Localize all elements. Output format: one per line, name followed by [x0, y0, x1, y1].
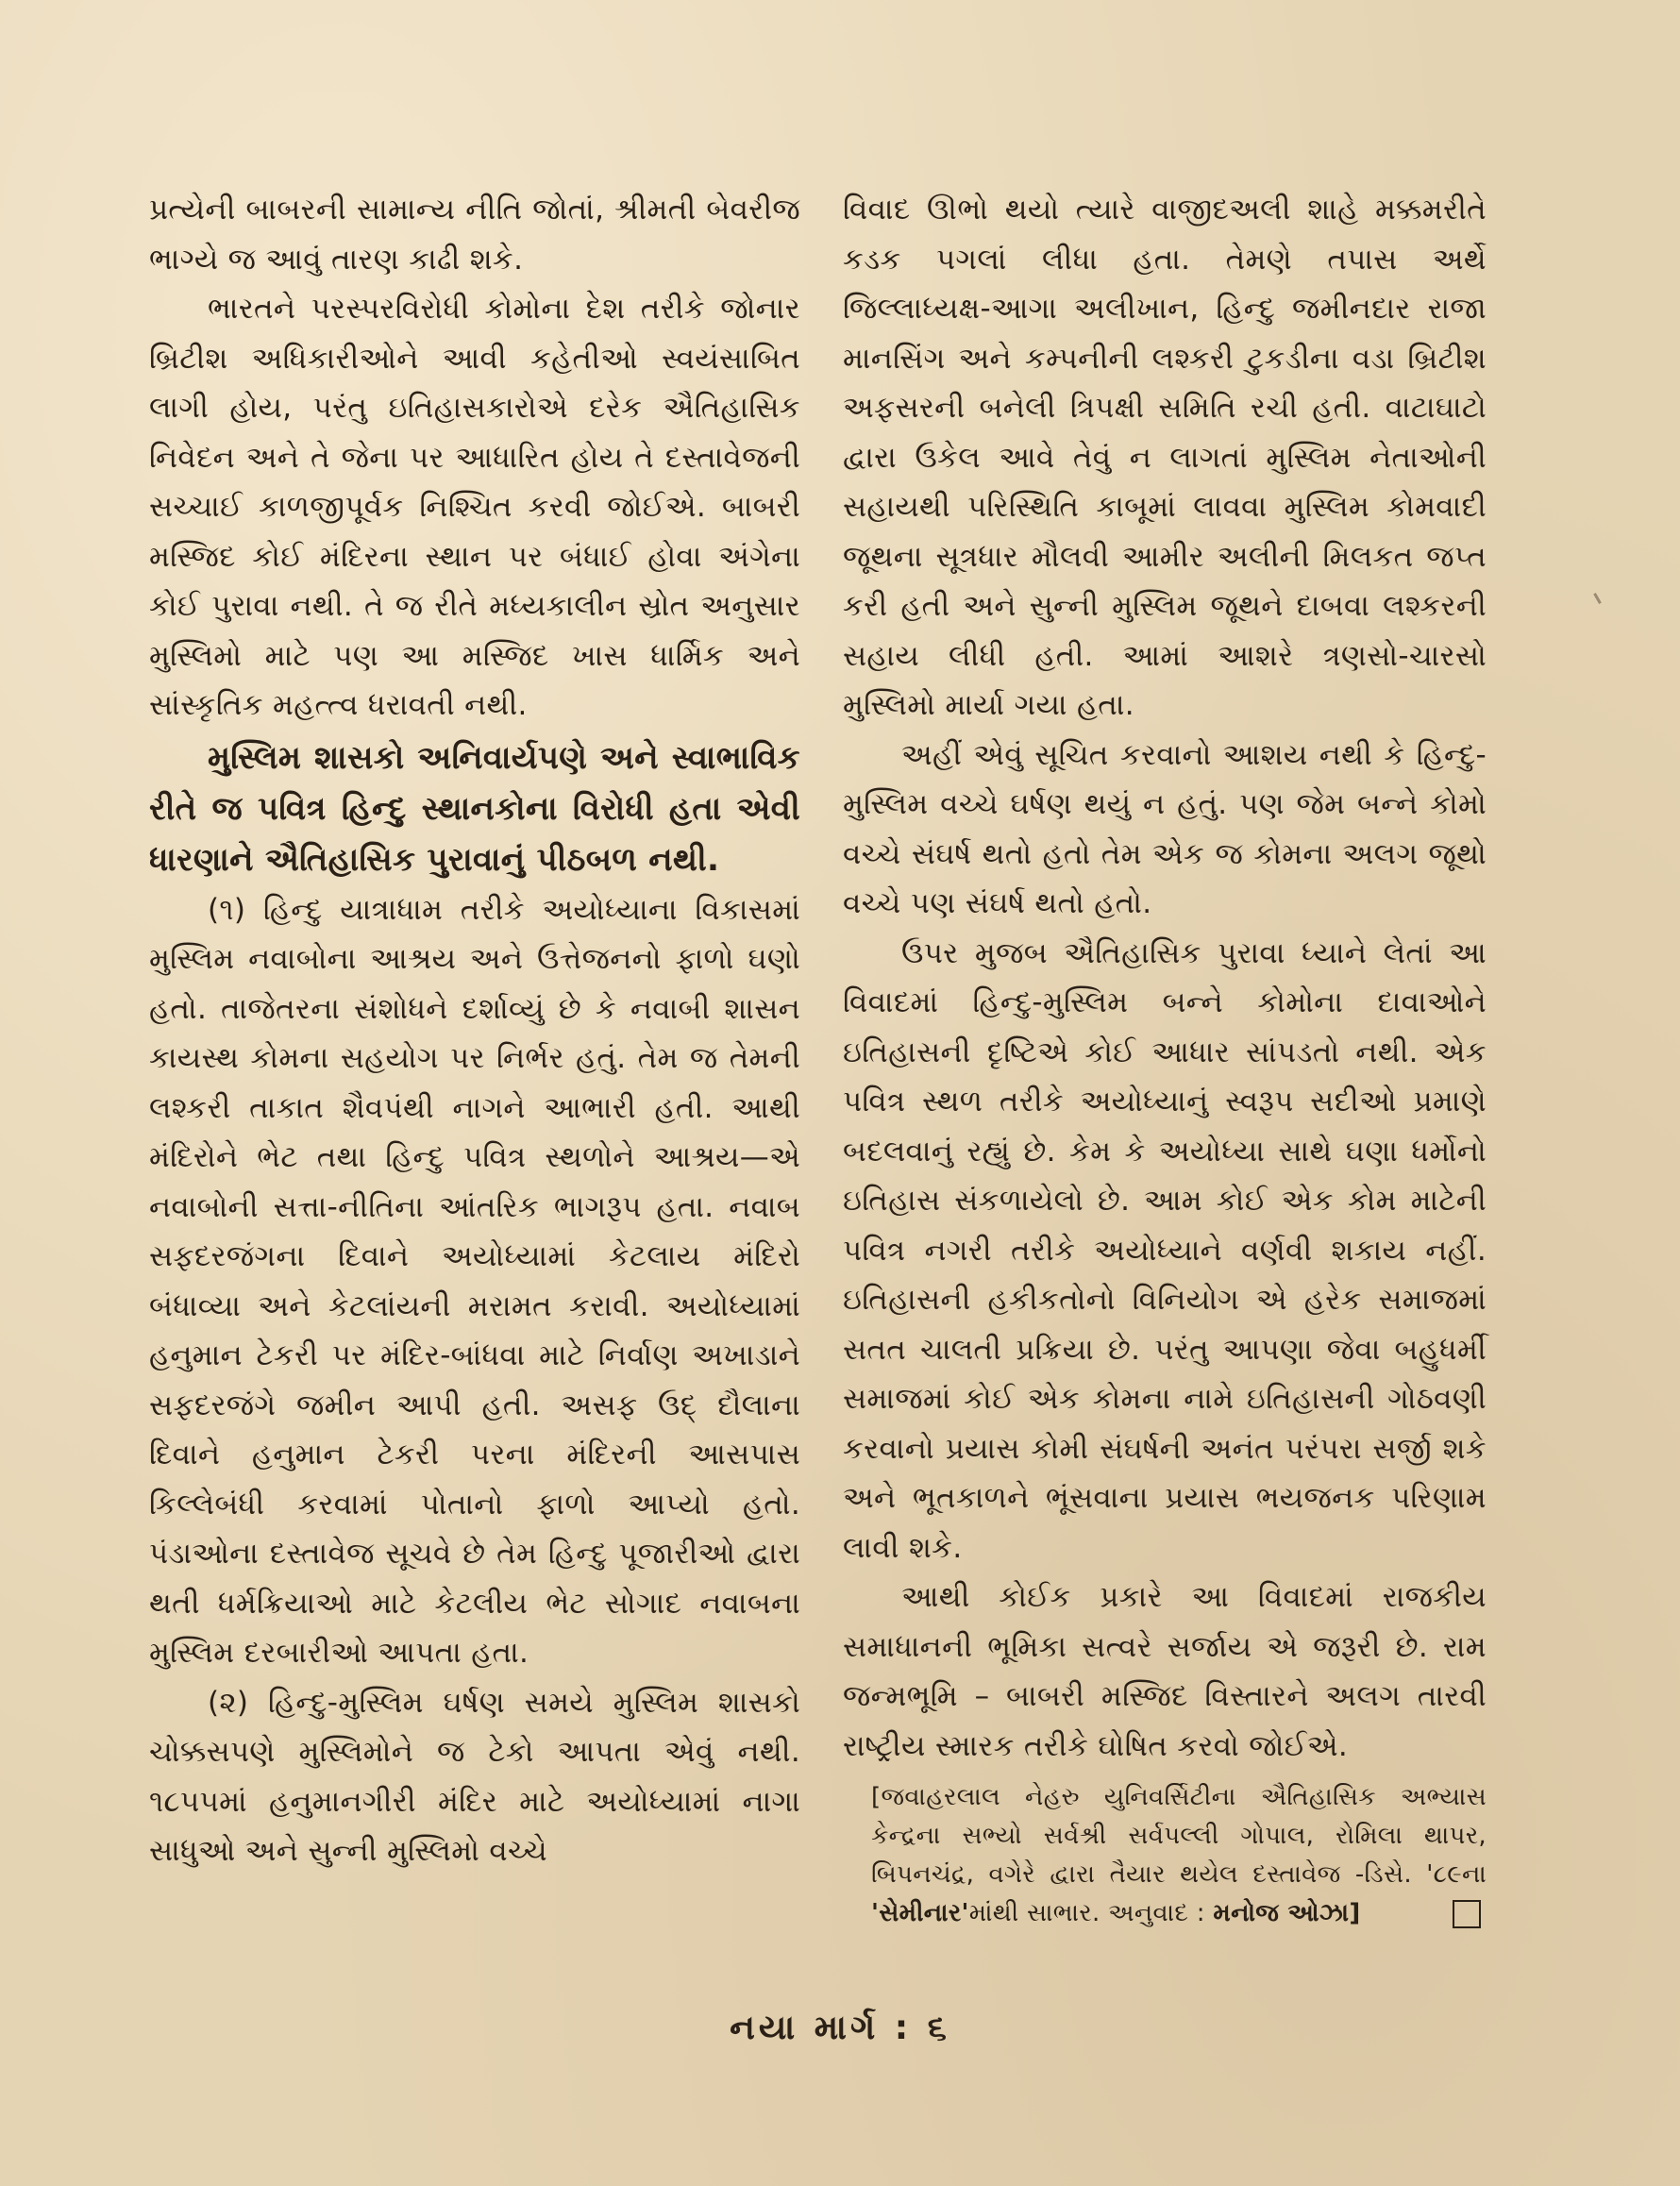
credit-tail-text: માંથી સાભાર. અનુવાદ : — [968, 1899, 1205, 1927]
credit-magazine-name: 'સેમીનાર' — [871, 1899, 969, 1927]
right-paragraph-4: આથી કોઈક પ્રકારે આ વિવાદમાં રાજકીય સમાધાનની ભૂમિકા સત્વરે સર્જાય એ જરૂરી છે. રામ જન્મભૂમિ – બાબરી મસ્જિદ વિસ્તારને અલગ તારવી રાષ્ટ્રીય સ્મારક તરીકે ઘોષિત કરવો જોઈએ. — [843, 1580, 1487, 1763]
right-paragraph-2: અહીં એવું સૂચિત કરવાનો આશય નથી કે હિન્દુ-મુસ્લિમ વચ્ચે ઘર્ષણ થયું ન હતું. પણ જેમ બન્ને કોમો વચ્ચે સંઘર્ષ થતો હતો તેમ એક જ કોમના અલગ જૂથો વચ્ચે પણ સંઘર્ષ થતો હતો. — [843, 737, 1487, 920]
paper-speck-decoration — [1593, 593, 1602, 604]
right-paragraph-3: ઉપર મુજબ ઐતિહાસિક પુરાવા ધ્યાને લેતાં આ વિવાદમાં હિન્દુ-મુસ્લિમ બન્ને કોમોના દાવાઓને ઇતિહાસની દૃષ્ટિએ કોઈ આધાર સાંપડતો નથી. એક પવિત્ર સ્થળ તરીકે અયોધ્યાનું સ્વરૂપ સદીઓ પ્રમાણે બદલવાનું રહ્યું છે. કેમ કે અયોધ્યા સાથે ઘણા ધર્મોનો ઇતિહાસ સંકળાયેલો છે. આમ કોઈ એક કોમ માટેની પવિત્ર નગરી તરીકે અયોધ્યાને વર્ણવી શકાય નહીં. ઇતિહાસની હકીકતોનો વિનિયોગ એ હરેક સમાજમાં સતત ચાલતી પ્રક્રિયા છે. પરંતુ આપણા જેવા બહુધર્મી સમાજમાં કોઈ એક કોમના નામે ઇતિહાસની ગોઠવણી કરવાનો પ્રયાસ કોમી સંઘર્ષની અનંત પરંપરા સર્જી શકે અને ભૂતકાળને ભૂંસવાના પ્રયાસ ભયજનક પરિણામ લાવી શકે. — [843, 935, 1487, 1565]
left-paragraph-2: ભારતને પરસ્પરવિરોધી કોમોના દેશ તરીકે જોનાર બ્રિટીશ અધિકારીઓને આવી કહેતીઓ સ્વયંસાબિત લાગી હોય, પરંતુ ઇતિહાસકારોએ દરેક ઐતિહાસિક નિવેદન અને તે જેના પર આધારિત હોય તે દસ્તાવેજની સચ્ચાઈ કાળજીપૂર્વક નિશ્ચિત કરવી જોઈએ. બાબરી મસ્જિદ કોઈ મંદિરના સ્થાન પર બંધાઈ હોવા અંગેના કોઈ પુરાવા નથી. તે જ રીતે મધ્યકાલીન સ્રોત અનુસાર મુસ્લિમો માટે પણ આ મસ્જિદ ખાસ ધાર્મિક અને સાંસ્કૃતિક મહત્ત્વ ધરાવતી નથી. — [149, 292, 800, 722]
left-paragraph-1: પ્રત્યેની બાબરની સામાન્ય નીતિ જોતાં, શ્રીમતી બેવરીજ ભાગ્યે જ આવું તારણ કાઢી શકે. — [149, 193, 800, 277]
section-heading: મુસ્લિમ શાસકો અનિવાર્યપણે અને સ્વાભાવિક રીતે જ પવિત્ર હિન્દુ સ્થાનકોના વિરોધી હતા એવી ધારણાને ઐતિહાસિક પુરાવાનું પીઠબળ નથી. — [149, 738, 800, 879]
left-paragraph-4: (૨) હિન્દુ-મુસ્લિમ ઘર્ષણ સમયે મુસ્લિમ શાસકો ચોક્કસપણે મુસ્લિમોને જ ટેકો આપતા એવું નથી. ૧૮૫૫માં હનુમાનગીરી મંદિર માટે અયોધ્યામાં નાગા સાધુઓ અને સુન્ની મુસ્લિમો વચ્ચે — [149, 1685, 800, 1868]
left-column — [149, 185, 800, 1876]
right-paragraph-1: વિવાદ ઊભો થયો ત્યારે વાજીદઅલી શાહે મક્કમરીતે કડક પગલાં લીધા હતા. તેમણે તપાસ અર્થે જિલ્લાધ્યક્ષ-આગા અલીખાન, હિન્દુ જમીનદાર રાજા માનસિંગ અને કમ્પનીની લશ્કરી ટુકડીના વડા બ્રિટીશ અફસરની બનેલી ત્રિપક્ષી સમિતિ રચી હતી. વાટાઘાટો દ્વારા ઉકેલ આવે તેવું ન લાગતાં મુસ્લિમ નેતાઓની સહાયથી પરિસ્થિતિ કાબૂમાં લાવવા મુસ્લિમ કોમવાદી જૂથના સૂત્રધાર મૌલવી આમીર અલીની મિલકત જપ્ત કરી હતી અને સુન્ની મુસ્લિમ જૂથને દાબવા લશ્કરની સહાય લીધી હતી. આમાં આશરે ત્રણસો-ચારસો મુસ્લિમો માર્યા ગયા હતા. — [843, 193, 1487, 722]
page-footer: નયા માર્ગ : ૬ — [730, 2009, 950, 2047]
end-of-article-icon — [1453, 1900, 1481, 1928]
left-paragraph-3: (૧) હિન્દુ યાત્રાધામ તરીકે અયોધ્યાના વિકાસમાં મુસ્લિમ નવાબોના આશ્રય અને ઉત્તેજનનો ફાળો ઘણો હતો. તાજેતરના સંશોધને દર્શાવ્યું છે કે નવાબી શાસન કાયસ્થ કોમના સહયોગ પર નિર્ભર હતું. તેમ જ તેમની લશ્કરી તાકાત શૈવપંથી નાગને આભારી હતી. આથી મંદિરોને ભેટ તથા હિન્દુ પવિત્ર સ્થળોને આશ્રય—એ નવાબોની સત્તા-નીતિના આંતરિક ભાગરૂપ હતા. નવાબ સફદરજંગના દિવાને અયોધ્યામાં કેટલાય મંદિરો બંધાવ્યા અને કેટલાંયની મરામત કરાવી. અયોધ્યામાં હનુમાન ટેકરી પર મંદિર-બાંધવા માટે નિર્વાણ અખાડાને સફદરજંગે જમીન આપી હતી. અસફ ઉદ્ દૌલાના દિવાને હનુમાન ટેકરી પરના મંદિરની આસપાસ કિલ્લેબંધી કરવામાં પોતાનો ફાળો આપ્યો હતો. પંડાઓના દસ્તાવેજ સૂચવે છે તેમ હિન્દુ પૂજારીઓ દ્વારા થતી ધર્મક્રિયાઓ માટે કેટલીય ભેટ સોગાદ નવાબના મુસ્લિમ દરબારીઓ આપતા હતા. — [149, 892, 800, 1670]
credit-main-text: [જવાહરલાલ નેહરુ યુનિવર્સિટીના ઐતિહાસિક અભ્યાસ કેન્દ્રના સભ્યો સર્વશ્રી સર્વપલ્લી ગોપાલ, રોમિલા થાપર, બિપનચંદ્ર, વગેરે દ્વારા તૈયાર થયેલ દસ્તાવેજ -ડિસે. '૮૯ના — [871, 1783, 1487, 1889]
right-column — [843, 185, 1487, 1933]
credit-translator: મનોજ ઓઝા] — [1213, 1899, 1361, 1927]
source-credit — [843, 1778, 1487, 1933]
